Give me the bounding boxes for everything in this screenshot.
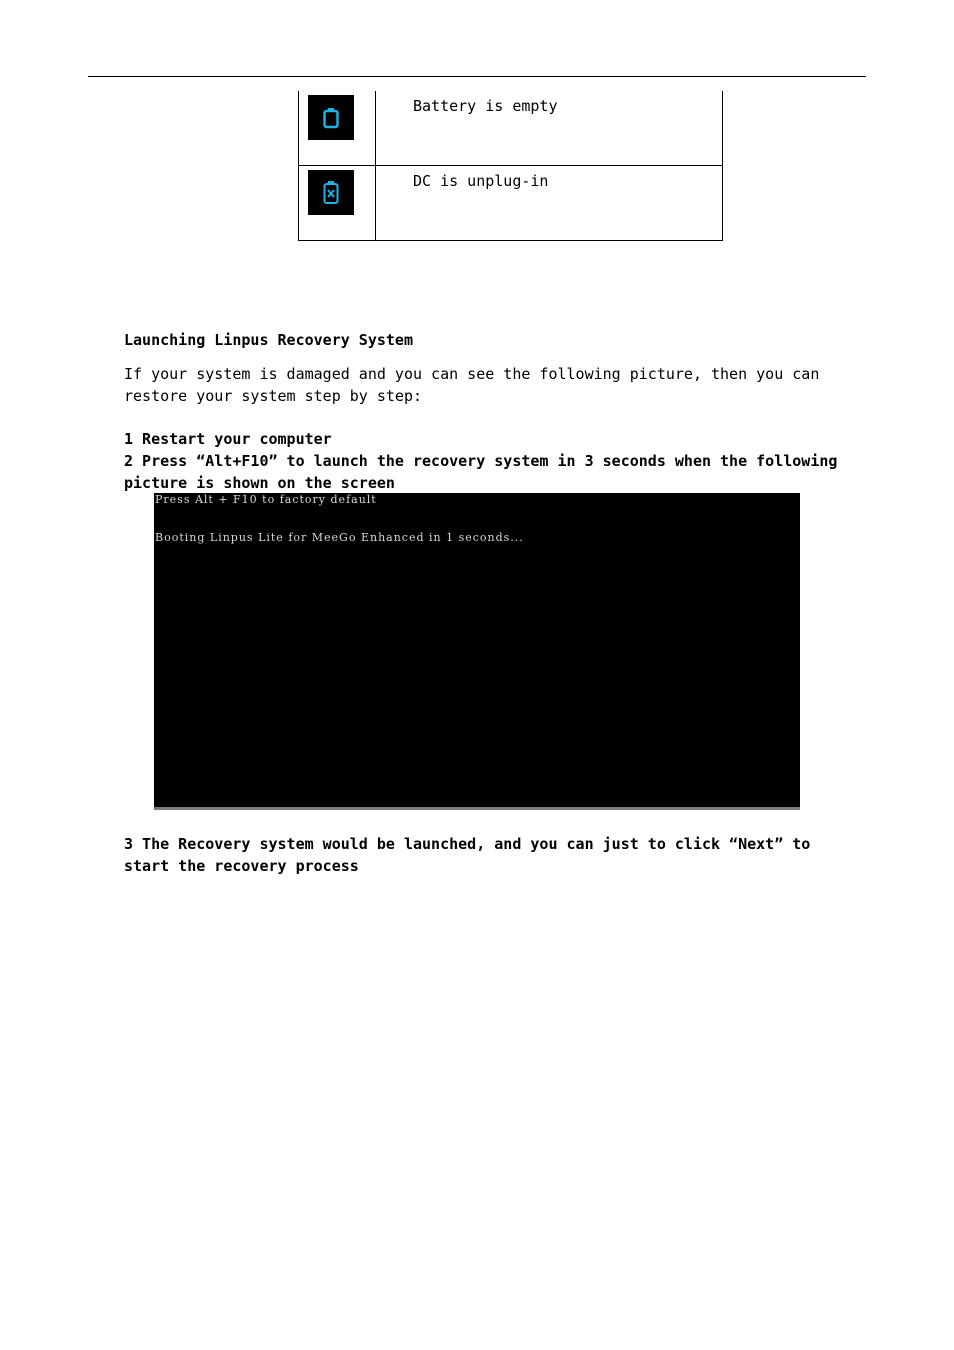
icon-cell (299, 166, 376, 241)
dc-unplugged-icon (308, 170, 354, 215)
status-description: DC is unplug-in (376, 166, 723, 241)
status-description: Battery is empty (376, 91, 723, 166)
intro-paragraph: If your system is damaged and you can see the following picture, then you can restore your system step by step: (124, 365, 820, 405)
battery-empty-icon (308, 95, 354, 140)
step-3: 3 The Recovery system would be launched, and you can just to click “Next” to start the recovery process (124, 835, 811, 875)
icon-cell (299, 91, 376, 166)
table-row (299, 166, 723, 241)
step-1: 1 Restart your computer (124, 430, 332, 448)
step-2: 2 Press “Alt+F10” to launch the recovery system in 3 seconds when the following picture is shown on the screen (124, 452, 838, 492)
table-row (299, 91, 723, 166)
boot-screen-screenshot (154, 493, 800, 810)
header-rule (88, 76, 866, 77)
boot-line-factory: Press Alt + F10 to factory default (155, 493, 377, 506)
boot-line-booting: Booting Linpus Lite for MeeGo Enhanced in 1 seconds... (155, 531, 524, 544)
section-title: Launching Linpus Recovery System (124, 331, 413, 349)
status-icon-table (298, 91, 723, 241)
